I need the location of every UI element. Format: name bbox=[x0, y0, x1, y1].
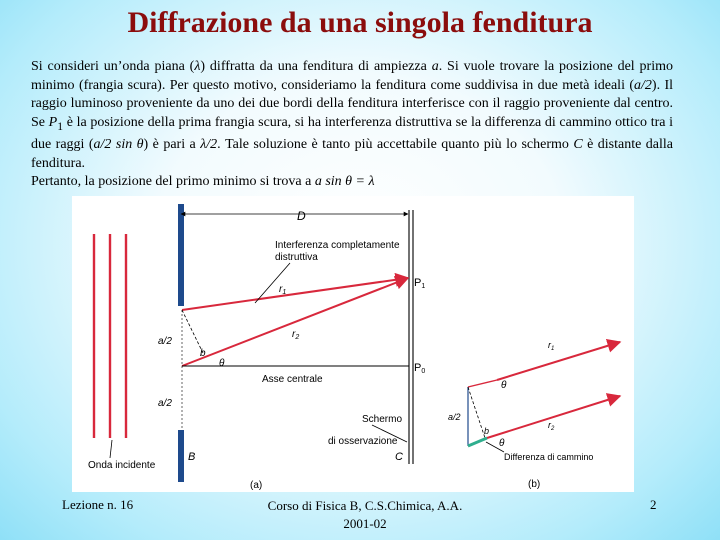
diffraction-diagram bbox=[72, 196, 634, 492]
first-minimum-formula: a sin θ = λ bbox=[314, 174, 375, 190]
label-theta: θ bbox=[219, 358, 225, 369]
footer-lecture: Lezione n. 16 bbox=[62, 497, 134, 512]
label-p1: P1 bbox=[414, 277, 426, 290]
path-construction-line bbox=[182, 310, 203, 353]
text-s7: . Tale soluzione è tanto più accettabile quanto più lo schermo bbox=[217, 137, 574, 153]
label-p0: P0 bbox=[414, 362, 426, 375]
label-r1: $r_1$ bbox=[279, 284, 287, 296]
ray-r1 bbox=[182, 278, 408, 310]
path-difference-label: Differenza di cammino bbox=[504, 452, 594, 462]
label-a-half-top: a/2 bbox=[158, 336, 172, 347]
footer-course bbox=[245, 497, 485, 533]
text-s2: ) diffratta da una fenditura di ampiezza bbox=[200, 59, 432, 74]
path-difference-expr: a/2 sin θ bbox=[93, 137, 144, 153]
symbol-a: a bbox=[431, 59, 439, 74]
text-s3: . Si vuole trovare la posizione del primo minimo (frangia scura). Per questo motivo, consideriamo la fenditura come suddivisa in due metà ideali ( bbox=[31, 59, 673, 93]
barrier-top bbox=[178, 204, 184, 306]
ray-r2 bbox=[182, 278, 408, 366]
barrier-bottom bbox=[178, 430, 184, 482]
label-d: D bbox=[297, 209, 306, 223]
footer-course-line1: Corso di Fisica B, C.S.Chimica, A.A. bbox=[267, 498, 463, 513]
label-c: C bbox=[395, 451, 403, 463]
symbol-lambda: λ bbox=[194, 59, 201, 74]
text-s5: è la posizione della prima frangia scura, si ha interferenza distruttiva se la differenza di cammino ottico tra i due raggi ( bbox=[31, 114, 674, 153]
detail-theta-bottom: θ bbox=[499, 438, 505, 449]
slide-title: Diffrazione da una singola fenditura bbox=[127, 6, 593, 39]
text-s6: ) è pari a bbox=[143, 137, 201, 153]
detail-ray-r1 bbox=[497, 342, 620, 380]
body-paragraph bbox=[31, 58, 673, 192]
label-r2: $r_2$ bbox=[292, 329, 300, 341]
observation-screen bbox=[409, 210, 413, 464]
text-s9: Pertanto, la posizione del primo minimo si trova a bbox=[31, 174, 315, 190]
detail-label-a-half: a/2 bbox=[448, 412, 461, 422]
label-a-half-bottom: a/2 bbox=[158, 398, 172, 409]
symbol-p1: P bbox=[48, 114, 58, 130]
caption-b: (b) bbox=[528, 479, 541, 490]
page-number: 2 bbox=[650, 497, 657, 512]
interference-label-line1: Interferenza completamente bbox=[275, 240, 400, 251]
diffraction-figure bbox=[72, 196, 634, 492]
axis-label: Asse centrale bbox=[262, 374, 323, 385]
screen-label-line2: di osservazione bbox=[328, 436, 398, 447]
symbol-a-half: a/2 bbox=[634, 77, 652, 93]
detail-label-b: b bbox=[484, 426, 490, 436]
detail-path-difference bbox=[468, 438, 487, 446]
incident-leader bbox=[110, 440, 112, 458]
slit-barrier bbox=[178, 204, 184, 482]
detail-construction bbox=[468, 387, 485, 438]
text-s8: è distante dalla fenditura. bbox=[31, 137, 673, 171]
detail-label-r1: $r_1$ bbox=[548, 340, 555, 352]
symbol-p1-sub: 1 bbox=[57, 119, 64, 133]
incident-wavefronts bbox=[94, 234, 126, 438]
detail-theta-top: θ bbox=[501, 380, 507, 391]
text-s4: ). Il raggio luminoso proveniente da uno dei due bordi della fenditura interferisce con il raggio proveniente dal centro. Se bbox=[31, 77, 674, 130]
symbol-c: C bbox=[573, 137, 583, 153]
incident-wave-label: Onda incidente bbox=[88, 460, 156, 471]
detail-label-r2: $r_2$ bbox=[548, 420, 555, 432]
caption-a: (a) bbox=[250, 480, 263, 491]
screen-label-line1: Schermo bbox=[362, 414, 403, 425]
detail-ray-r1-start bbox=[468, 380, 497, 387]
label-b: b bbox=[200, 348, 206, 359]
detail-panel-b bbox=[448, 340, 620, 490]
interference-label-line2: distruttiva bbox=[275, 252, 318, 263]
label-b-barrier: B bbox=[188, 451, 196, 463]
text-s1: Si consideri un’onda piana ( bbox=[31, 59, 195, 74]
footer-course-line2: 2001-02 bbox=[343, 516, 387, 531]
symbol-lambda-half: λ/2 bbox=[200, 137, 218, 153]
